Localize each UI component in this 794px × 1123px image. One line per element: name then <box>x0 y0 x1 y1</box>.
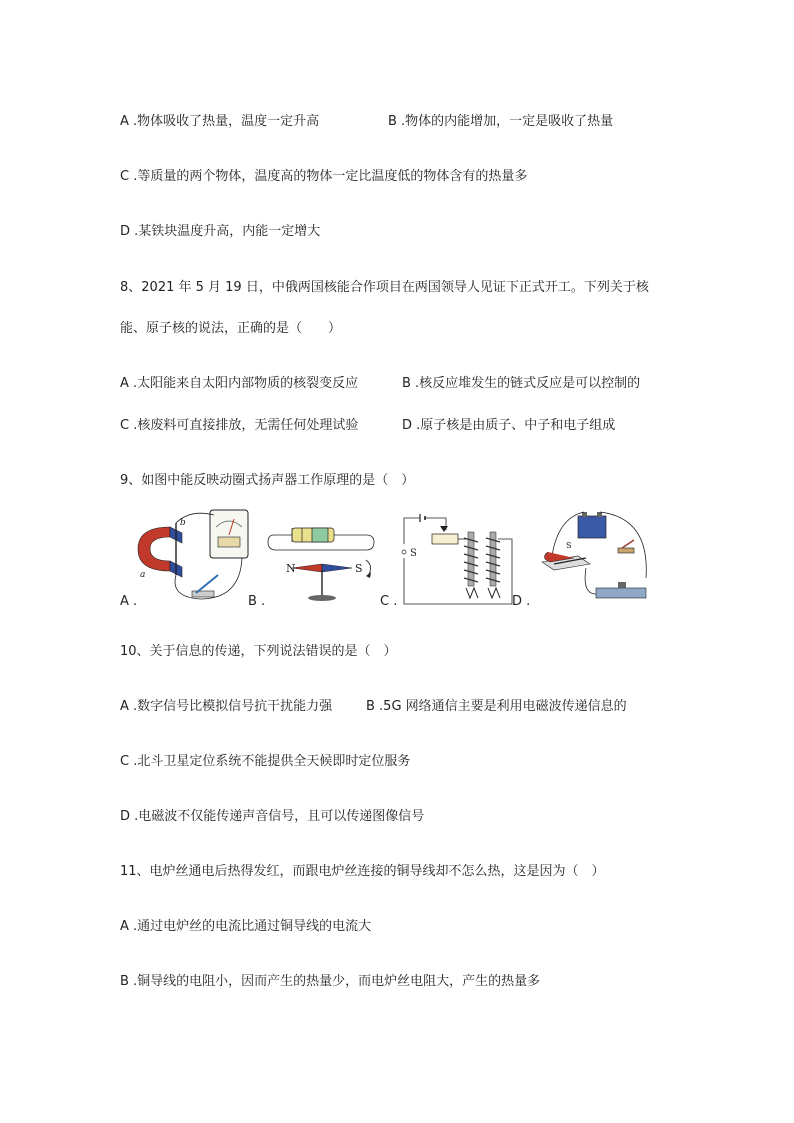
q7-option-b: B .物体的内能增加，一定是吸收了热量 <box>388 114 614 129</box>
q8-stem-line2: 能、原子核的说法，正确的是（ ） <box>120 321 342 336</box>
q10-option-b: B .5G 网络通信主要是利用电磁波传递信息的 <box>366 699 627 714</box>
q10-option-a: A .数字信号比模拟信号抗干扰能力强 <box>120 699 333 714</box>
q9-label-a: A . <box>120 594 138 609</box>
q9-figure-d <box>538 508 656 606</box>
q7-option-c: C .等质量的两个物体，温度高的物体一定比温度低的物体含有的热量多 <box>120 169 528 184</box>
q9-label-c: C . <box>380 594 398 609</box>
fig-a-label-b: b <box>180 518 186 528</box>
q9-stem: 9、如图中能反映动圈式扬声器工作原理的是（ ） <box>120 473 415 488</box>
q8-option-d: D .原子核是由质子、中子和电子组成 <box>402 418 616 433</box>
q7-option-a: A .物体吸收了热量，温度一定升高 <box>120 114 320 129</box>
q11-option-b: B .铜导线的电阻小，因而产生的热量少，而电炉丝电阻大，产生的热量多 <box>120 974 541 989</box>
fig-c-label-s: S <box>410 548 417 559</box>
q9-figure-c <box>398 514 516 606</box>
q9-label-b: B . <box>248 594 266 609</box>
q11-option-a: A .通过电炉丝的电流比通过铜导线的电流大 <box>120 919 372 934</box>
fig-b-label-n: N <box>286 562 296 575</box>
q8-stem-line1: 8、2021 年 5 月 19 日，中俄两国核能合作项目在两国领导人见证下正式开工。下列关于核 <box>120 280 649 295</box>
fig-a-label-a: a <box>140 570 146 580</box>
q9-label-d: D . <box>512 594 531 609</box>
q10-option-c: C .北斗卫星定位系统不能提供全天候即时定位服务 <box>120 754 411 769</box>
q8-option-b: B .核反应堆发生的链式反应是可以控制的 <box>402 376 641 391</box>
q9-figure-b <box>262 520 380 605</box>
q8-option-c: C .核废料可直接排放，无需任何处理试验 <box>120 418 359 433</box>
q10-option-d: D .电磁波不仅能传递声音信号，且可以传递图像信号 <box>120 809 425 824</box>
q10-stem: 10、关于信息的传递，下列说法错误的是（ ） <box>120 644 397 659</box>
q8-option-a: A .太阳能来自太阳内部物质的核裂变反应 <box>120 376 359 391</box>
fig-b-label-s: S <box>355 562 363 575</box>
q9-figure-a <box>130 505 255 605</box>
q11-stem: 11、电炉丝通电后热得发红，而跟电炉丝连接的铜导线却不怎么热，这是因为（ ） <box>120 864 605 879</box>
q7-option-d: D .某铁块温度升高，内能一定增大 <box>120 224 321 239</box>
fig-d-label-s: S <box>566 541 572 550</box>
